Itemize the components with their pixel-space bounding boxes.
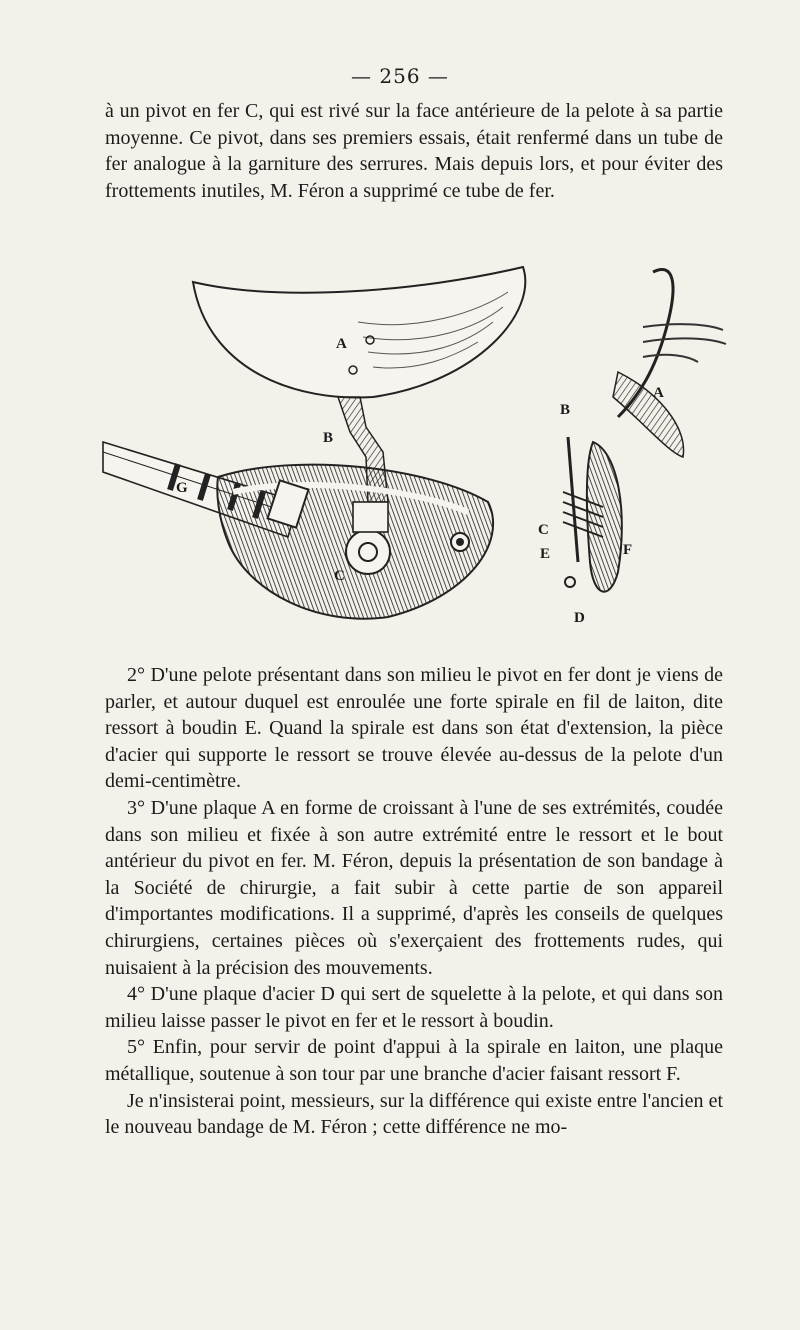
top-text-block — [105, 98, 723, 204]
figure-label-b-right: B — [560, 402, 571, 418]
paragraph: 2° D'une pelote présentant dans son milieu le pivot en fer dont je viens de parler, et autour duquel est enroulée une forte spirale en fil de laiton, dite ressort à boudin E. Quand la spirale est dans son état d'extension, la pièce d'acier qui supporte le ressort se trouve élevée au-dessus de la pelote d'un demi-centimètre. — [105, 664, 723, 793]
left-truss-figure — [103, 267, 525, 619]
figure-label-e-right: E — [540, 546, 551, 562]
figure-label-g-left: G — [176, 480, 188, 496]
figure-label-c-right: C — [538, 522, 549, 538]
truss-illustration — [98, 252, 728, 637]
figure-label-c-left: C — [334, 568, 345, 584]
paragraph: 5° Enfin, pour servir de point d'appui à la spirale en laiton, une plaque métallique, soutenue à son tour par une branche d'acier faisant ressort F. — [105, 1036, 723, 1085]
right-truss-figure — [538, 269, 726, 626]
figure-label-a-right: A — [653, 385, 664, 401]
bottom-text-block — [105, 662, 723, 1141]
figure-label-f-right: F — [623, 542, 633, 558]
paragraph: à un pivot en fer C, qui est rivé sur la face antérieure de la pelote à sa partie moyenne. Ce pivot, dans ses premiers essais, était renfermé dans un tube de fer analogue à la garniture des serrures. Mais depuis lors, et pour éviter des frottements inutiles, M. Féron a supprimé ce tube de fer. — [105, 100, 723, 202]
page-number: — 256 — — [351, 64, 449, 88]
figure-label-a-left: A — [336, 336, 347, 352]
paragraph: 3° D'une plaque A en forme de croissant à l'une de ses extrémités, coudée dans son milieu et fixée à son autre extrémité entre le ressort et le bout antérieur du pivot en fer. M. Féron, depuis la présentation de son bandage à la Société de chirurgie, a fait subir à cette partie de son appareil d'importantes modifications. Il a supprimé, d'après les conseils de quelques chirurgiens, certaines pièces où s'exerçaient des frottements rudes, qui nuisaient à la précision des mouvements. — [105, 796, 723, 979]
figure-label-d-right: D — [574, 610, 585, 626]
paragraph: 4° D'une plaque d'acier D qui sert de squelette à la pelote, et qui dans son milieu laisse passer le pivot en fer et le ressort à boudin. — [105, 983, 723, 1032]
figure-label-b-left: B — [323, 430, 334, 446]
paragraph: Je n'insisterai point, messieurs, sur la différence qui existe entre l'ancien et le nouveau bandage de M. Féron ; cette différence ne mo- — [105, 1089, 723, 1139]
